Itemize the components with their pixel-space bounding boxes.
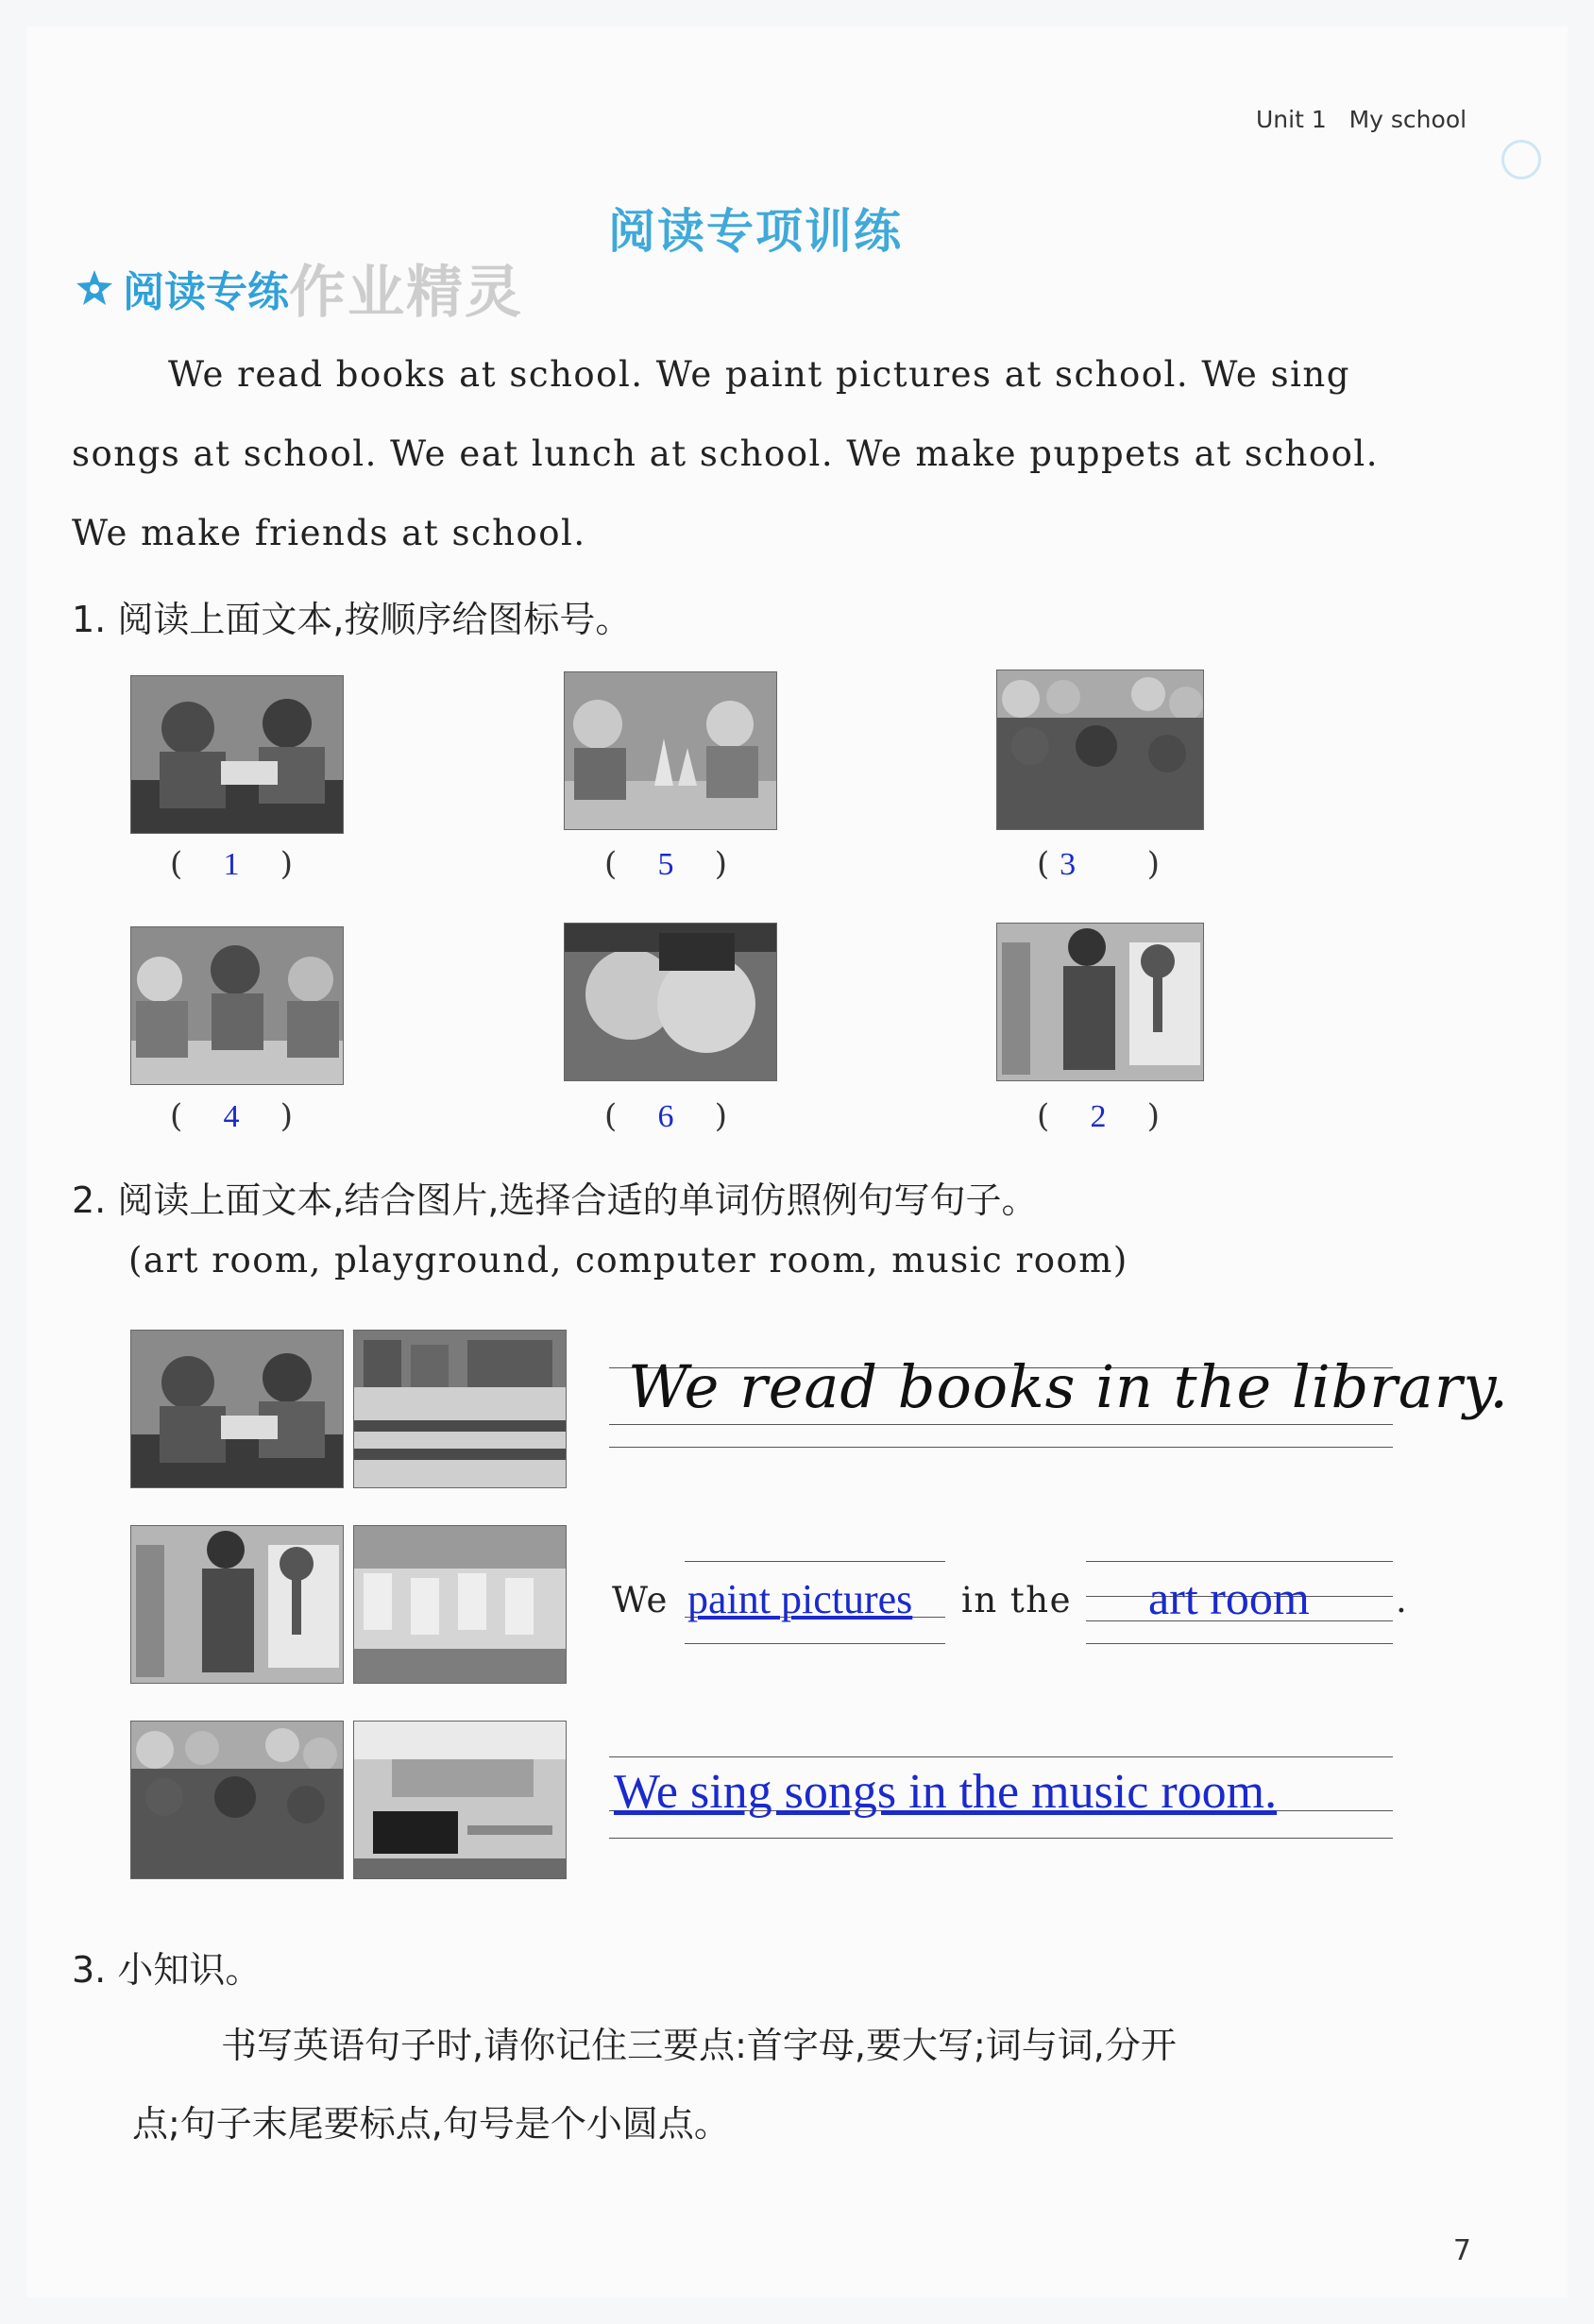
example-sentence: We read books in the library. <box>628 1352 1509 1421</box>
answer-6: 2 <box>1090 1099 1107 1134</box>
photo-painting <box>996 923 1204 1081</box>
photo-music-room <box>353 1721 567 1879</box>
word-options: (art room, playground, computer room, music room) <box>128 1240 1128 1281</box>
photo-singing-small <box>130 1721 344 1879</box>
photo-friends <box>564 923 777 1081</box>
row2-place-answer: art room <box>1148 1571 1310 1624</box>
passage-line-1: We read books at school. We paint pictures at school. We sing <box>168 354 1350 395</box>
photo-reading <box>130 675 344 834</box>
answer-2: 5 <box>657 847 674 882</box>
tip-line-2: 点;句子末尾要标点,句号是个小圆点。 <box>132 2103 730 2145</box>
answer-paren-4: ( 4 ) <box>170 1097 293 1135</box>
line-blank1-bottom <box>685 1643 945 1644</box>
question-2-prompt: 2. 阅读上面文本,结合图片,选择合适的单词仿照例句写句子。 <box>72 1179 1038 1221</box>
answer-1: 1 <box>223 847 240 882</box>
answer-paren-3: ( 3 ) <box>1037 845 1160 883</box>
line-blank1-top <box>685 1561 945 1562</box>
section-label: 阅读专练 <box>123 268 289 316</box>
passage-line-3: We make friends at school. <box>72 513 586 553</box>
photo-lunch <box>130 926 344 1085</box>
photo-puppets <box>564 671 777 830</box>
row2-we: We <box>612 1580 669 1620</box>
passage-line-2: songs at school. We eat lunch at school. We make puppets at school. <box>72 433 1380 474</box>
corner-decoration <box>1501 140 1541 179</box>
tip-line-1: 书写英语句子时,请你记住三要点:首字母,要大写;词与词,分开 <box>221 2025 1177 2066</box>
answer-paren-5: ( 6 ) <box>604 1097 727 1135</box>
line-base <box>609 1424 1393 1425</box>
question-3-prompt: 3. 小知识。 <box>72 1949 262 1991</box>
photo-art-room <box>353 1525 567 1684</box>
row2-verb-answer: paint pictures <box>687 1576 913 1622</box>
row2-period: . <box>1396 1580 1409 1620</box>
answer-paren-6: ( 2 ) <box>1037 1097 1160 1135</box>
star-icon <box>74 267 115 309</box>
photo-reading-small <box>130 1330 344 1488</box>
line3-top <box>609 1756 1393 1757</box>
row3-answer: We sing songs in the music room. <box>614 1765 1278 1819</box>
photo-library <box>353 1330 567 1488</box>
page-title: 阅读专项训练 <box>608 204 903 259</box>
line-bottom <box>609 1447 1393 1448</box>
section-heading <box>74 247 523 329</box>
unit-header: Unit 1 My school <box>1256 106 1467 133</box>
photo-painting-small <box>130 1525 344 1684</box>
answer-paren-2: ( 5 ) <box>604 845 727 883</box>
line-blank2-top <box>1086 1561 1393 1562</box>
photo-singing <box>996 670 1204 830</box>
answer-4: 4 <box>223 1099 240 1134</box>
line3-bottom <box>609 1838 1393 1839</box>
page-number: 7 <box>1452 2234 1471 2267</box>
answer-5: 6 <box>657 1099 674 1134</box>
question-1-prompt: 1. 阅读上面文本,按顺序给图标号。 <box>72 599 632 640</box>
answer-3: 3 <box>1060 847 1077 882</box>
line-blank2-bottom <box>1086 1643 1393 1644</box>
row2-in-the: in the <box>961 1580 1073 1620</box>
watermark: 作业精灵 <box>289 260 523 326</box>
answer-paren-1: ( 1 ) <box>170 845 293 883</box>
